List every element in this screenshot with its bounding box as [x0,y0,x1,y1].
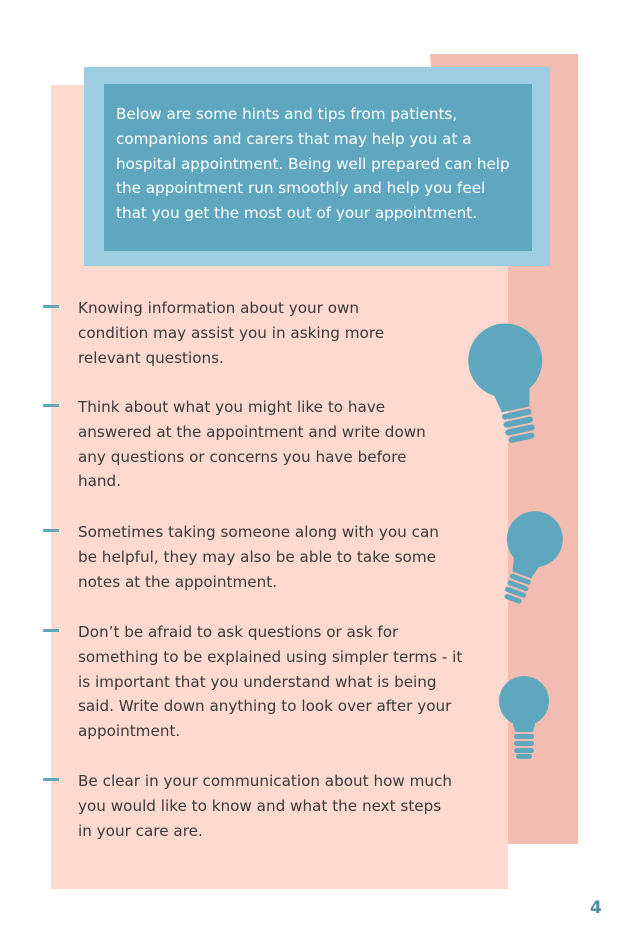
tip-text: Be clear in your communication about how much you would like to know and what the next steps in your care are. [78,772,453,840]
lightbulb-icon [494,674,554,760]
tip-text: Knowing information about your own condition may assist you in asking more relevant questions. [78,299,385,367]
tip-text: Don’t be afraid to ask questions or ask for something to be explained using simpler terms - it is important that you understand what is being said. Write down anything to look over after your appointment. [78,623,463,741]
bullet-dash-icon [43,778,59,781]
tip-text: Think about what you might like to have answered at the appointment and write down any questions or concerns you have before hand. [78,398,426,491]
bullet-dash-icon [43,629,59,632]
page-number: 4 [590,898,602,918]
tip-text: Sometimes taking someone along with you can be helpful, they may also be able to take some notes at the appointment. [78,523,439,591]
bullet-dash-icon [43,305,59,308]
bullet-dash-icon [43,529,59,532]
lightbulb-icon [490,508,566,608]
intro-text: Below are some hints and tips from patients, companions and carers that may help you at a hospital appointment. Being well prepared can help the appointment run smoothly and help you feel that you get the most out of your appointment. [116,105,510,223]
lightbulb-icon [462,318,558,448]
bullet-dash-icon [43,404,59,407]
